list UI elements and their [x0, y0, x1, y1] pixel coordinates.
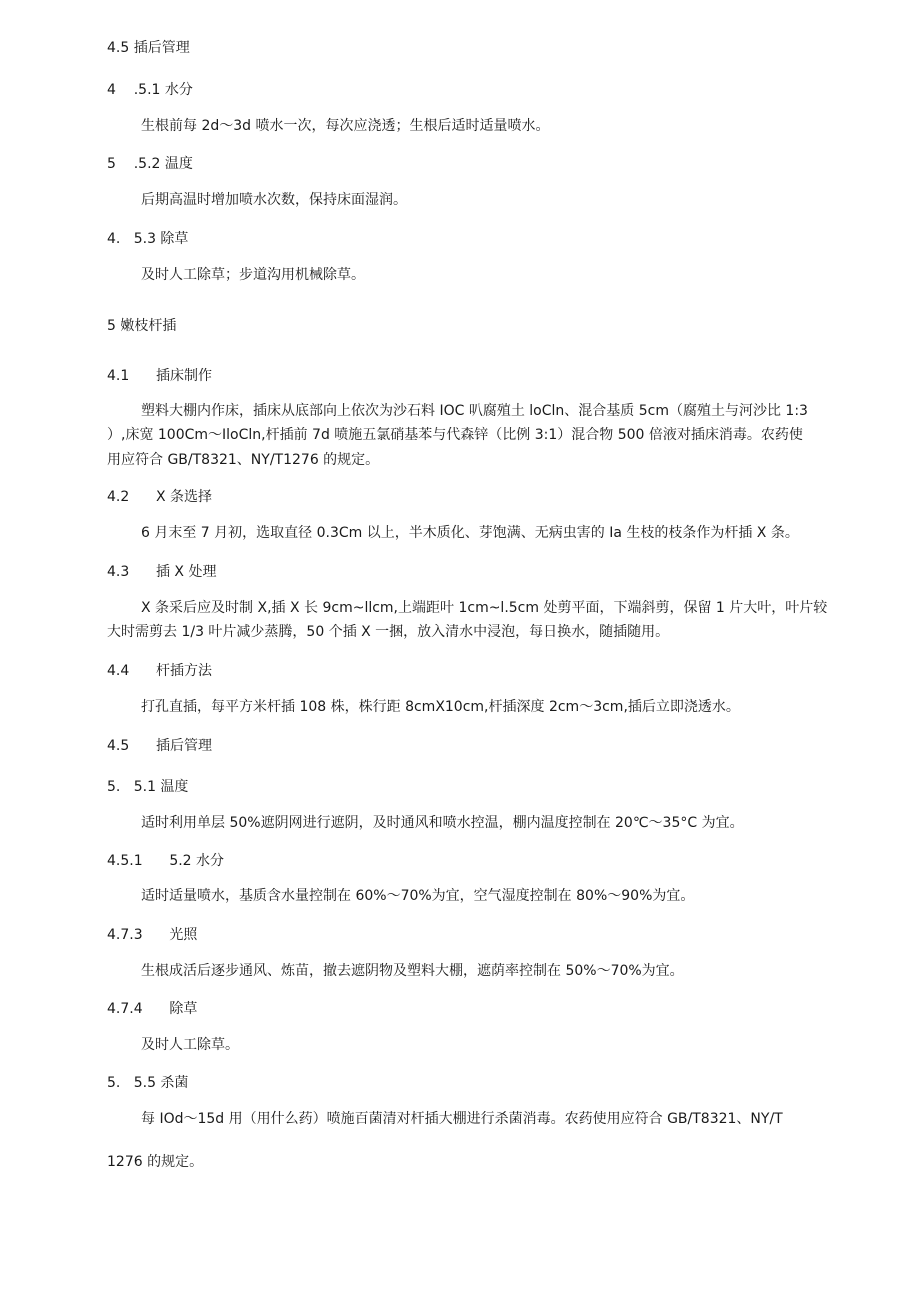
paragraph-treatment-line-2: 大时需剪去 1/3 叶片减少蒸腾，50 个插 X 一捆，放入清水中浸泡，每日换水，随插随用。	[107, 624, 670, 640]
subsection-heading-4-5: 4.5 插后管理	[107, 738, 212, 754]
subsection-heading-4-4: 4.4 杆插方法	[107, 663, 212, 679]
section-heading-4-5: 4.5 插后管理	[107, 40, 190, 56]
paragraph-light: 生根成活后逐步通风、炼苗，撤去遮阴物及塑料大棚，遮荫率控制在 50%～70%为宜。	[141, 963, 684, 979]
paragraph-treatment-line-1: X 条采后应及时制 X,插 X 长 9cm~llcm,上端距叶 1cm~l.5cm 处剪平面，下端斜剪，保留 1 片大叶，叶片较	[141, 600, 828, 616]
paragraph-weeding: 及时人工除草；步道沟用机械除草。	[141, 267, 365, 283]
subsection-heading-sterilize: 5. 5.5 杀菌	[107, 1075, 189, 1091]
paragraph-sterilize-line-1: 每 IOd～15d 用（用什么药）喷施百菌清对杆插大棚进行杀菌消毒。农药使用应符合 GB/T8321、NY/T	[141, 1111, 783, 1127]
subsection-heading-4-1: 4.1 插床制作	[107, 368, 212, 384]
paragraph-sterilize-line-2: 1276 的规定。	[107, 1154, 204, 1170]
paragraph-method: 打孔直插，每平方米杆插 108 株，株行距 8cmX10cm,杆插深度 2cm～3cm,插后立即浇透水。	[141, 699, 740, 715]
subsection-heading-light: 4.7.3 光照	[107, 927, 198, 943]
subsection-heading-weeding: 4. 5.3 除草	[107, 231, 189, 247]
paragraph-water-2: 适时适量喷水，基质含水量控制在 60%～70%为宜，空气湿度控制在 80%～90%为宜。	[141, 888, 695, 904]
paragraph-temperature: 后期高温时增加喷水次数，保持床面湿润。	[141, 192, 407, 208]
subsection-heading-4-2: 4.2 X 条选择	[107, 489, 213, 505]
paragraph-water: 生根前每 2d～3d 喷水一次，每次应浇透；生根后适时适量喷水。	[141, 118, 550, 134]
subsection-heading-water-2: 4.5.1 5.2 水分	[107, 853, 225, 869]
subsection-heading-4-3: 4.3 插 X 处理	[107, 564, 217, 580]
paragraph-selection: 6 月末至 7 月初，选取直径 0.3Cm 以上，半木质化、芽饱满、无病虫害的 Ia 生枝的枝条作为杆插 X 条。	[141, 525, 799, 541]
section-heading-5: 5 嫩枝杆插	[107, 318, 177, 334]
paragraph-temperature-2: 适时利用单层 50%遮阴网进行遮阴，及时通风和喷水控温，棚内温度控制在 20℃～35°C 为宜。	[141, 815, 744, 831]
paragraph-bed-line-1: 塑料大棚内作床，插床从底部向上依次为沙石料 IOC 叭腐殖土 loCln、混合基质 5cm（腐殖土与河沙比 1:3	[141, 403, 808, 419]
subsection-heading-weeding-2: 4.7.4 除草	[107, 1001, 198, 1017]
subsection-heading-temperature: 5 .5.2 温度	[107, 156, 193, 172]
subsection-heading-temperature-2: 5. 5.1 温度	[107, 779, 189, 795]
paragraph-bed-line-2: ）,床宽 100Cm～IloCln,杆插前 7d 喷施五氯硝基苯与代森锌（比例 3:1）混合物 500 倍液对插床消毒。农药使	[107, 427, 803, 443]
paragraph-bed-line-3: 用应符合 GB/T8321、NY/T1276 的规定。	[107, 452, 380, 468]
subsection-heading-water: 4 .5.1 水分	[107, 82, 193, 98]
paragraph-weeding-2: 及时人工除草。	[141, 1037, 239, 1053]
